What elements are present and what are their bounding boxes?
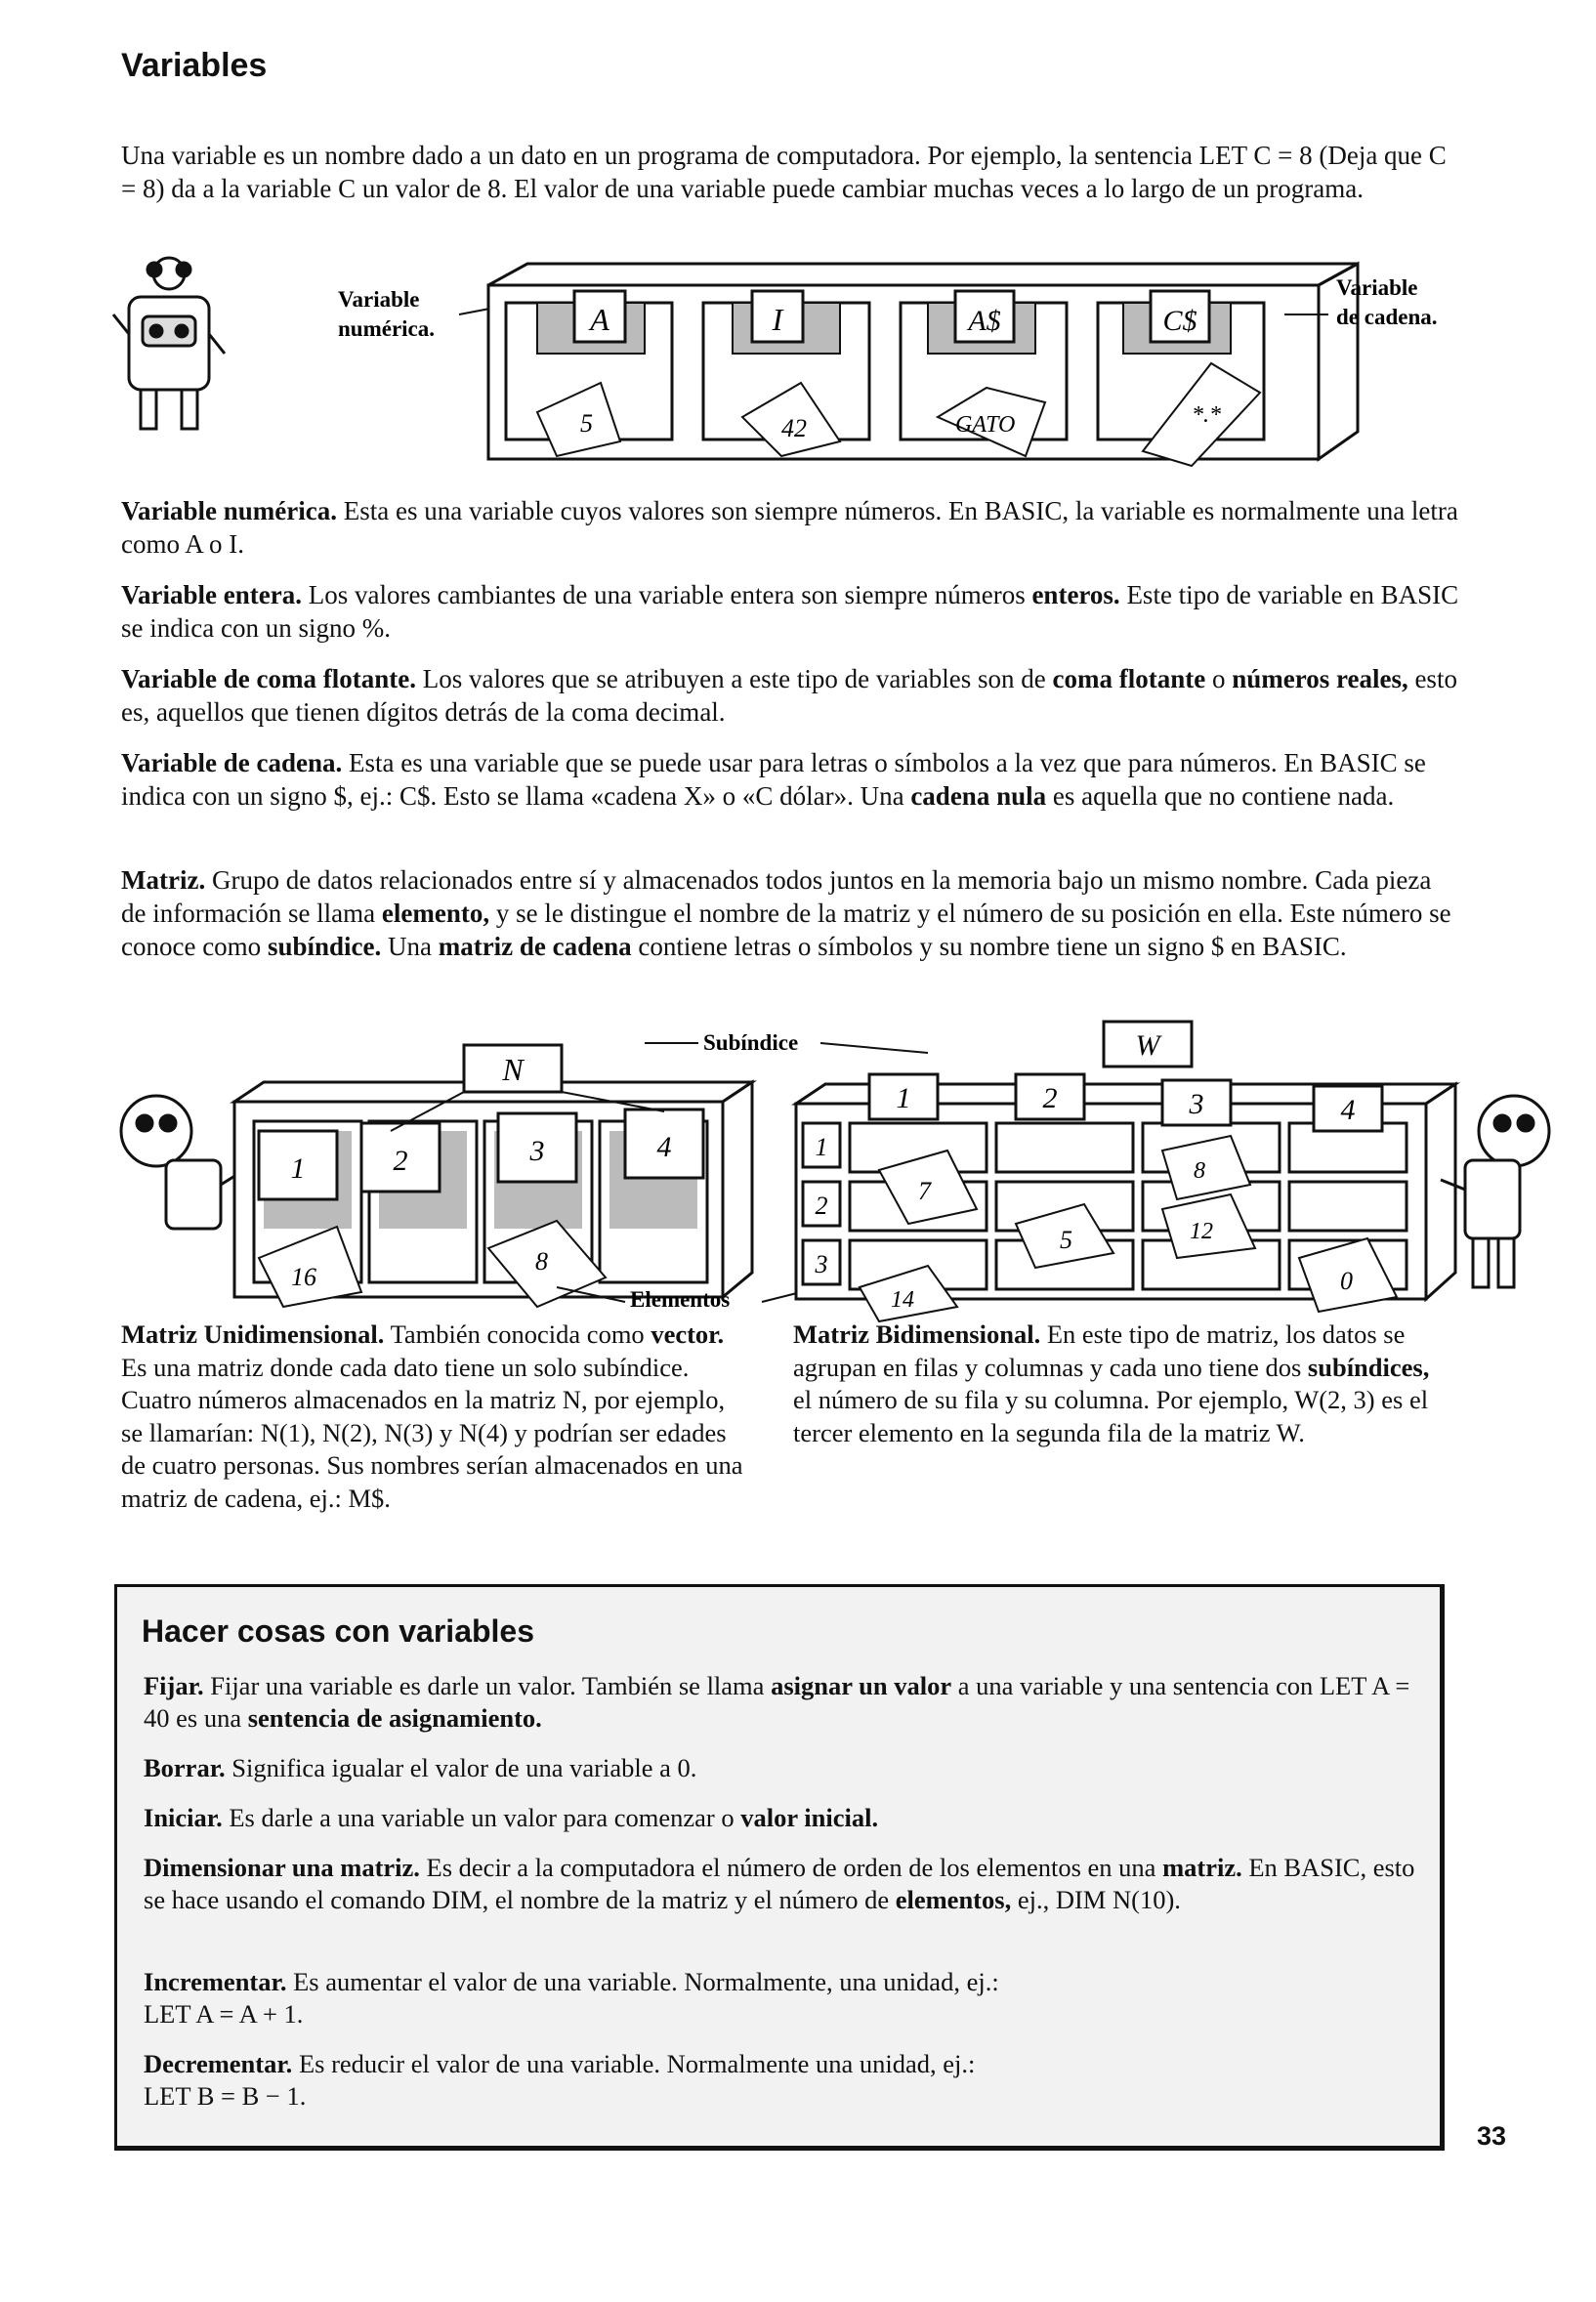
variable-box-1 bbox=[703, 291, 869, 456]
definition-text: Una bbox=[381, 932, 439, 961]
item-text: a una variable y una sentencia con LET A = 40 es una bbox=[144, 1671, 1410, 1733]
matrix2-col-index: 1 bbox=[896, 1082, 911, 1114]
definition-text: contiene letras o símbolos y su nombre tiene un signo $ en BASIC. bbox=[631, 932, 1347, 961]
matrix2-col-index-2 bbox=[1162, 1080, 1231, 1125]
definition-text: También conocida como bbox=[384, 1319, 651, 1349]
term: Dimensionar una matriz. bbox=[144, 1853, 420, 1882]
box-item-iniciar bbox=[144, 1802, 1433, 1834]
box-item-incrementar bbox=[144, 1966, 1433, 2030]
definition-text: Los valores que se atribuyen a este tipo de variables son de bbox=[415, 664, 1053, 693]
variable-box-value: GATO bbox=[955, 412, 1016, 438]
matrix2-value: 0 bbox=[1340, 1267, 1353, 1295]
definition-bold: cadena nula bbox=[910, 781, 1047, 811]
variable-box-name: A bbox=[590, 302, 609, 337]
definition-bold: números reales, bbox=[1232, 664, 1408, 693]
definition-bold: elemento, bbox=[381, 899, 490, 928]
item-bold: sentencia de asignamiento. bbox=[247, 1703, 542, 1733]
matrix1-cell-3 bbox=[600, 1109, 707, 1282]
numeric-label-line1: Variable bbox=[338, 287, 420, 312]
box-title: Hacer cosas con variables bbox=[142, 1613, 535, 1649]
subindex-label: Subíndice bbox=[703, 1030, 799, 1055]
robot-right-icon bbox=[1441, 1096, 1549, 1287]
term: Variable numérica. bbox=[121, 496, 337, 525]
matrix2-row-index-0 bbox=[803, 1123, 840, 1167]
item-bold: valor inicial. bbox=[740, 1803, 879, 1832]
definition-bold: vector. bbox=[651, 1319, 725, 1349]
item-bold: elementos, bbox=[895, 1885, 1012, 1914]
term: Borrar. bbox=[144, 1753, 226, 1782]
definition-integer bbox=[121, 578, 1459, 645]
variable-box-3 bbox=[1098, 291, 1264, 466]
definition-text: Los valores cambiantes de una variable entera son siempre números bbox=[301, 580, 1032, 609]
matrix2-value: 14 bbox=[891, 1287, 914, 1313]
string-label-line2: de cadena. bbox=[1336, 305, 1438, 329]
item-text: En BASIC, esto se hace usando el comando DIM, el nombre de la matriz y el número de bbox=[144, 1853, 1415, 1914]
variable-box-2 bbox=[901, 291, 1067, 456]
matrix1-cell-1 bbox=[361, 1121, 477, 1282]
definition-text: y se le distingue el nombre de la matriz y el número de su posición en ella. Este número se conoce como bbox=[121, 899, 1451, 961]
matrix2-col-index: 2 bbox=[1042, 1082, 1058, 1114]
definition-bold: coma flotante bbox=[1052, 664, 1206, 693]
matrix1-name: N bbox=[502, 1052, 524, 1087]
matrix2-col-index-3 bbox=[1314, 1086, 1382, 1131]
matrix1-index: 1 bbox=[290, 1152, 306, 1185]
box-item-decrementar bbox=[144, 2048, 1433, 2113]
item-bold: matriz. bbox=[1162, 1853, 1242, 1882]
box-item-dimensionar bbox=[144, 1852, 1433, 1916]
variable-box-name: I bbox=[772, 302, 783, 337]
variable-box-0 bbox=[506, 291, 672, 456]
term: Variable de cadena. bbox=[121, 748, 343, 777]
definition-string bbox=[121, 746, 1459, 813]
matrix2-col-index: 4 bbox=[1340, 1094, 1356, 1126]
definition-bold: subíndices, bbox=[1307, 1352, 1430, 1382]
box-item-borrar bbox=[144, 1752, 1433, 1784]
robot-icon bbox=[113, 258, 225, 429]
matrix2-col-index-0 bbox=[869, 1074, 938, 1119]
variable-boxes-figure bbox=[107, 256, 1494, 490]
term: Matriz. bbox=[121, 865, 206, 895]
matrix2-col-index-1 bbox=[1016, 1074, 1084, 1119]
matrix2-name-card bbox=[1104, 1022, 1192, 1067]
definition-text: o bbox=[1205, 664, 1233, 693]
matrix2-row-index: 3 bbox=[815, 1250, 828, 1278]
matrix2-value: 8 bbox=[1194, 1158, 1205, 1184]
intro-paragraph: Una variable es un nombre dado a un dato en un programa de computadora. Por ejemplo, la sentencia LET C = 8 (Deja que C = 8) da a la variable C un valor de 8. El valor de una variable puede cambiar muchas veces a lo largo de un programa. bbox=[121, 141, 1447, 203]
box-item-fijar bbox=[144, 1670, 1433, 1735]
definition-text: Esta es una variable que se puede usar para letras o símbolos a la vez que para números. En BASIC se indica con un signo $, ej.: C$. Esto se llama «cadena X» o «C dólar». Una bbox=[121, 748, 1426, 811]
item-code: LET A = A + 1. bbox=[144, 1999, 304, 2029]
matrix2-row-index: 2 bbox=[815, 1192, 828, 1220]
item-text: Significa igualar el valor de una variable a 0. bbox=[225, 1753, 697, 1782]
item-text: Es darle a una variable un valor para comenzar o bbox=[222, 1803, 741, 1832]
term: Iniciar. bbox=[144, 1803, 223, 1832]
definition-text: Es una matriz donde cada dato tiene un solo subíndice. Cuatro números almacenados en la matriz N, por ejemplo, se llamarían: N(1), N(2), N(3) y N(4) y podrían ser edades de cuatro personas. Sus nombres serían almacenados en una matriz de cadena, ej.: M$. bbox=[121, 1352, 743, 1513]
definition-text: Esta es una variable cuyos valores son siempre números. En BASIC, la variable es normalmente una letra como A o I. bbox=[121, 496, 1458, 559]
definition-text: esto es, aquellos que tienen dígitos detrás de la coma decimal. bbox=[121, 664, 1457, 727]
matrix1-value: 16 bbox=[291, 1263, 316, 1291]
item-code: LET B = B − 1. bbox=[144, 2081, 307, 2111]
variable-box-value: *.* bbox=[1192, 402, 1221, 428]
definition-bold: matriz de cadena bbox=[438, 932, 632, 961]
matrix1-index: 4 bbox=[656, 1131, 672, 1163]
matrix2-row-index-1 bbox=[803, 1182, 840, 1226]
definition-text: el número de su fila y su columna. Por ejemplo, W(2, 3) es el tercer elemento en la segunda fila de la matriz W. bbox=[793, 1385, 1429, 1447]
numeric-label-line2: numérica. bbox=[338, 316, 436, 341]
definition-text: Este tipo de variable en BASIC se indica con un signo %. bbox=[121, 580, 1459, 643]
matrices-figure bbox=[98, 1014, 1582, 1326]
term: Incrementar. bbox=[144, 1967, 287, 1996]
item-text: Fijar una variable es darle un valor. También se llama bbox=[203, 1671, 772, 1700]
item-text: ej., DIM N(10). bbox=[1011, 1885, 1181, 1914]
variable-box-name: A$ bbox=[968, 305, 1001, 337]
term: Decrementar. bbox=[144, 2049, 293, 2078]
definition-numeric bbox=[121, 494, 1459, 561]
item-text: Es reducir el valor de una variable. Normalmente una unidad, ej.: bbox=[292, 2049, 976, 2078]
definition-matrix bbox=[121, 863, 1459, 963]
item-text: Es aumentar el valor de una variable. Normalmente, una unidad, ej.: bbox=[286, 1967, 999, 1996]
matrix1-index: 3 bbox=[529, 1135, 545, 1167]
matrix2-name: W bbox=[1135, 1029, 1160, 1062]
matrix1-value: 8 bbox=[535, 1247, 548, 1276]
definition-float bbox=[121, 662, 1459, 729]
matrix2-row-index-2 bbox=[803, 1240, 840, 1284]
definition-text: Grupo de datos relacionados entre sí y almacenados todos juntos en la memoria bajo un mismo nombre. Cada pieza de información se llama bbox=[121, 865, 1432, 928]
matrix2-value: 5 bbox=[1060, 1226, 1072, 1254]
definition-text: En este tipo de matriz, los datos se agrupan en filas y columnas y cada uno tiene dos bbox=[793, 1319, 1406, 1382]
term: Variable de coma flotante. bbox=[121, 664, 416, 693]
bidimensional-definition bbox=[793, 1318, 1443, 1449]
variable-box-value: 5 bbox=[580, 409, 593, 438]
variable-box-name: C$ bbox=[1162, 305, 1197, 337]
unidimensional-definition bbox=[121, 1318, 746, 1515]
term: Matriz Unidimensional. bbox=[121, 1319, 385, 1349]
matrix2-value: 12 bbox=[1190, 1219, 1213, 1244]
matrix2-col-index: 3 bbox=[1189, 1088, 1204, 1120]
matrix2-value: 7 bbox=[918, 1177, 931, 1205]
item-text: Es decir a la computadora el número de orden de los elementos en una bbox=[419, 1853, 1163, 1882]
page-number: 33 bbox=[1477, 2121, 1507, 2151]
item-bold: asignar un valor bbox=[771, 1671, 952, 1700]
string-label-line1: Variable bbox=[1336, 275, 1418, 300]
elements-label: Elementos bbox=[630, 1287, 731, 1312]
robot-left-icon bbox=[121, 1096, 244, 1229]
definition-bold: enteros. bbox=[1031, 580, 1120, 609]
matrix2-row-index: 1 bbox=[815, 1133, 828, 1161]
variable-box-value: 42 bbox=[781, 414, 807, 442]
definition-bold: subíndice. bbox=[267, 932, 382, 961]
definition-text: es aquella que no contiene nada. bbox=[1046, 781, 1395, 811]
page-title: Variables bbox=[121, 47, 268, 84]
matrix1-index: 2 bbox=[393, 1145, 408, 1177]
term: Variable entera. bbox=[121, 580, 302, 609]
term: Matriz Bidimensional. bbox=[793, 1319, 1041, 1349]
term: Fijar. bbox=[144, 1671, 204, 1700]
